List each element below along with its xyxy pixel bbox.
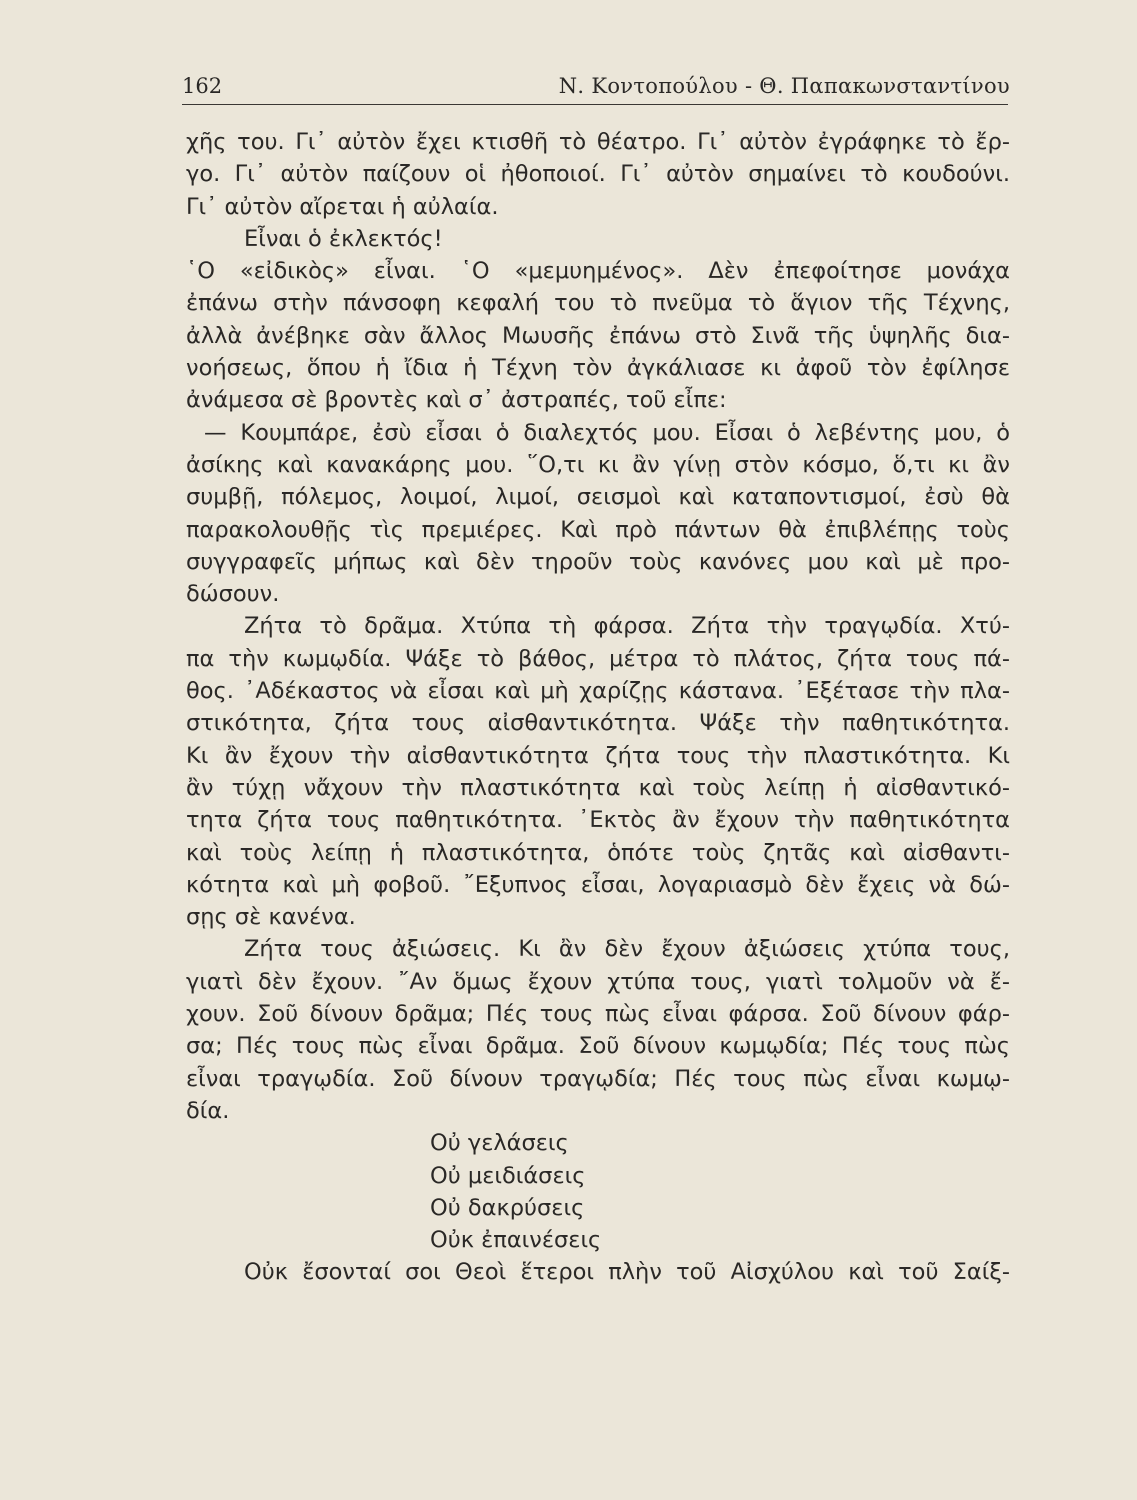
text-line: παρακολουθῇς τὶς πρεμιέρες. Καὶ πρὸ πάντων θὰ ἐπιβλέπῃς τοὺς [186, 516, 1010, 543]
text-line: καὶ τοὺς λείπῃ ἡ πλαστικότητα, ὁπότε τοὺς ζητᾶς καὶ αἰσθαντι- [186, 839, 1010, 866]
text-line: Γι᾿ αὐτὸν αἴρεται ἡ αὐλαία. [186, 193, 499, 220]
header-rule [182, 104, 1008, 105]
text-line: εἶναι τραγῳδία. Σοῦ δίνουν τραγῳδία; Πές τους πὼς εἶναι κωμῳ- [186, 1065, 1010, 1092]
text-line: ῾Ο «εἰδικὸς» εἶναι. ῾Ο «μεμυημένος». Δὲν ἐπεφοίτησε μονάχα [186, 258, 1010, 285]
text-line: χουν. Σοῦ δίνουν δρᾶμα; Πές τους πὼς εἶναι φάρσα. Σοῦ δίνουν φάρ- [186, 1001, 1010, 1028]
text-line: συμβῇ, πόλεμος, λοιμοί, λιμοί, σεισμοὶ καὶ καταποντισμοί, ἐσὺ θὰ [186, 484, 1010, 511]
body-text [186, 126, 1010, 1289]
text-line: δία. [186, 1097, 230, 1124]
verse-line: Οὐκ ἐπαινέσεις [430, 1227, 602, 1254]
text-line: συγγραφεῖς μήπως καὶ δὲν τηροῦν τοὺς κανόνες μου καὶ μὲ προ- [186, 548, 1010, 575]
text-line: γιατὶ δὲν ἔχουν. ῎Αν ὅμως ἔχουν χτύπα τους, γιατὶ τολμοῦν νὰ ἔ- [186, 968, 1010, 995]
text-line: πα τὴν κωμῳδία. Ψάξε τὸ βάθος, μέτρα τὸ πλάτος, ζήτα τους πά- [186, 645, 1010, 672]
text-line: Οὐκ ἔσονταί σοι Θεοὶ ἕτεροι πλὴν τοῦ Αἰσχύλου καὶ τοῦ Σαίξ- [244, 1259, 1010, 1286]
text-line: Εἶναι ὁ ἐκλεκτός! [244, 225, 443, 252]
running-head: Ν. Κοντοπούλου - Θ. Παπακωνσταντίνου [558, 74, 1010, 98]
text-line: θος. ᾿Αδέκαστος νὰ εἶσαι καὶ μὴ χαρίζῃς κάστανα. ᾿Εξέτασε τὴν πλα- [186, 678, 1010, 705]
text-line: Ζήτα τὸ δρᾶμα. Χτύπα τὴ φάρσα. Ζήτα τὴν τραγῳδία. Χτύ- [244, 613, 1010, 640]
text-line: — Κουμπάρε, ἐσὺ εἶσαι ὁ διαλεχτός μου. Εἶσαι ὁ λεβέντης μου, ὁ [204, 419, 1010, 446]
page-number: 162 [182, 74, 223, 98]
text-line: σα; Πές τους πὼς εἶναι δρᾶμα. Σοῦ δίνουν κωμῳδία; Πές τους πὼς [186, 1033, 1010, 1060]
text-line: κότητα καὶ μὴ φοβοῦ. ῎Εξυπνος εἶσαι, λογαριασμὸ δὲν ἔχεις νὰ δώ- [186, 871, 1010, 898]
page-header [182, 72, 1010, 102]
text-line: δώσουν. [186, 581, 280, 608]
text-line: νοήσεως, ὅπου ἡ ἴδια ἡ Τέχνη τὸν ἀγκάλιασε κι ἀφοῦ τὸν ἐφίλησε [186, 355, 1010, 382]
text-line: ἂν τύχῃ νἄχουν τὴν πλαστικότητα καὶ τοὺς λείπῃ ἡ αἰσθαντικό- [186, 774, 1010, 801]
text-line: ἐπάνω στὴν πάνσοφη κεφαλή του τὸ πνεῦμα τὸ ἅγιον τῆς Τέχνης, [186, 290, 1010, 317]
text-line: τητα ζήτα τους παθητικότητα. ᾿Εκτὸς ἂν ἔχουν τὴν παθητικότητα [186, 807, 1010, 834]
text-line: σῃς σὲ κανένα. [186, 904, 356, 931]
text-line: γο. Γι᾿ αὐτὸν παίζουν οἱ ἠθοποιοί. Γι᾿ αὐτὸν σημαίνει τὸ κουδούνι. [186, 161, 1010, 188]
verse-line: Οὐ δακρύσεις [430, 1194, 585, 1221]
text-line: ἀνάμεσα σὲ βροντὲς καὶ σ᾿ ἀστραπές, τοῦ εἶπε: [186, 387, 727, 414]
text-line: στικότητα, ζήτα τους αἰσθαντικότητα. Ψάξε τὴν παθητικότητα. [186, 710, 1010, 737]
text-line: Κι ἂν ἔχουν τὴν αἰσθαντικότητα ζήτα τους τὴν πλαστικότητα. Κι [186, 742, 1010, 769]
verse-line: Οὐ μειδιάσεις [430, 1162, 586, 1189]
verse-line: Οὐ γελάσεις [430, 1130, 569, 1157]
text-line: ἀλλὰ ἀνέβηκε σὰν ἄλλος Μωυσῆς ἐπάνω στὸ Σινᾶ τῆς ὑψηλῆς δια- [186, 322, 1010, 349]
text-line: χῆς του. Γι᾿ αὐτὸν ἔχει κτισθῆ τὸ θέατρο. Γι᾿ αὐτὸν ἐγράφηκε τὸ ἔρ- [186, 129, 1010, 155]
text-line: Ζήτα τους ἀξιώσεις. Κι ἂν δὲν ἔχουν ἀξιώσεις χτύπα τους, [244, 936, 1010, 963]
text-line: ἀσίκης καὶ κανακάρης μου. ῞Ο,τι κι ἂν γίνῃ στὸν κόσμο, ὅ,τι κι ἂν [186, 451, 1010, 478]
